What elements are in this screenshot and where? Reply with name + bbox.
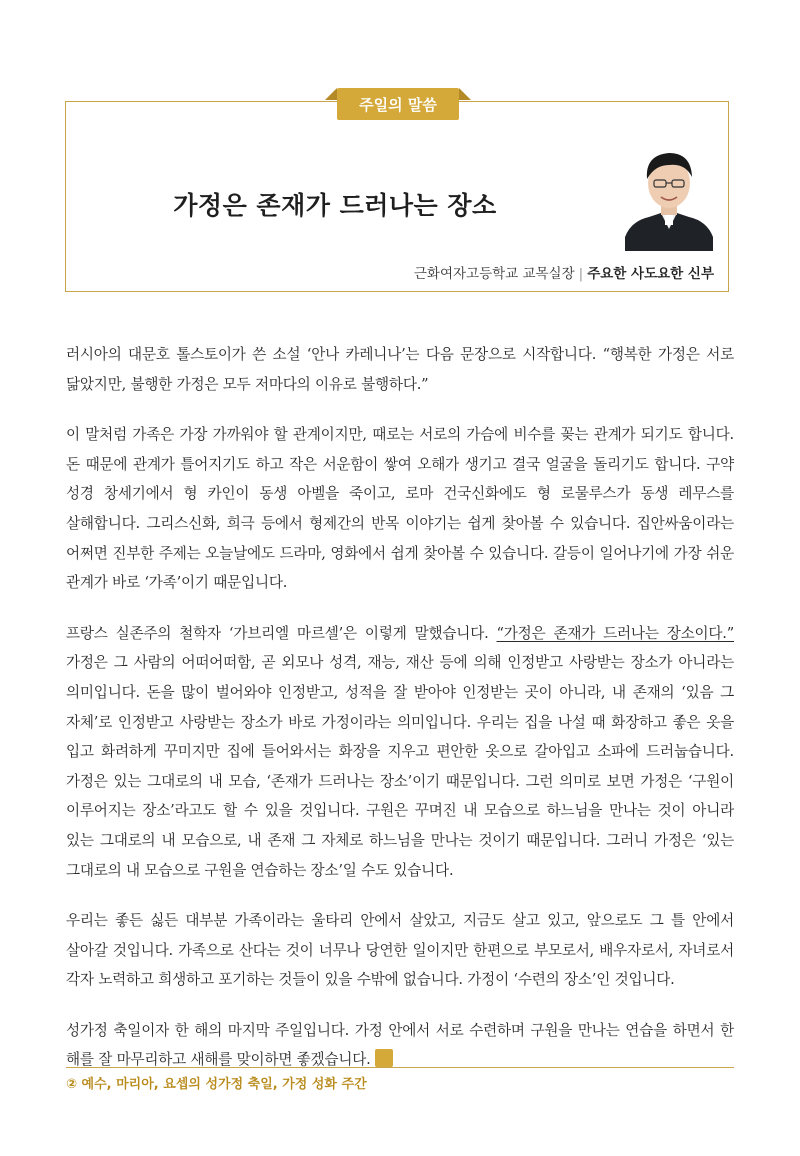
badge-fold-right	[459, 88, 471, 100]
author-byline	[414, 262, 714, 282]
end-mark-icon	[375, 1049, 393, 1067]
section-badge: 주일의 말씀	[337, 88, 459, 120]
page-footer: ② 예수, 마리아, 요셉의 성가정 축일, 가정 성화 주간	[66, 1077, 367, 1092]
paragraph-1: 러시아의 대문호 톨스토이가 쓴 소설 ‘안나 카레니나’는 다음 문장으로 시작합니다. “행복한 가정은 서로 닮았지만, 불행한 가정은 모두 저마다의 이유로 불행하다.”	[66, 346, 734, 393]
paragraph-3-intro: 프랑스 실존주의 철학자 ‘가브리엘 마르셀’은 이렇게 말했습니다.	[66, 624, 497, 642]
author-affiliation: 근화여자고등학교 교목실장	[413, 266, 575, 282]
badge-fold-left	[325, 88, 337, 100]
paragraph-5-text: 성가정 축일이자 한 해의 마지막 주일입니다. 가정 안에서 서로 수련하며 구원을 만나는 연습을 하면서 한 해를 잘 마무리하고 새해를 맞이하면 좋겠습니다.	[66, 1021, 734, 1069]
footer-divider	[66, 1067, 734, 1068]
marcel-quote: “가정은 존재가 드러나는 장소이다.”	[496, 624, 734, 642]
paragraph-3	[66, 619, 734, 885]
paragraph-3-body: 가정은 그 사람의 어떠어떠함, 곧 외모나 성격, 재능, 재산 등에 의해 인정받고 사랑받는 장소가 아니라는 의미입니다. 돈을 많이 벌어와야 인정받고, 성적을 잘 받아야 인정받는 곳이 아니라, 내 존재의 ‘있음 그 자체’로 인정받고 사랑받는 장소가 바로 가정이라는 의미입니다. 우리는 집을 나설 때 화장하고 좋은 옷을 입고 화려하게 꾸미지만 집에 들어와서는 화장을 지우고 편안한 옷으로 갈아입고 소파에 드러눕습니다. 가정은 있는 그대로의 내 모습, ‘존재가 드러나는 장소’이기 때문입니다. 그런 의미로 보면 가정은 ‘구원이 이루어지는 장소’라고도 할 수 있을 것입니다. 구원은 꾸며진 내 모습으로 하느님을 만나는 것이 아니라 있는 그대로의 내 모습으로, 내 존재 그 자체로 하느님을 만나는 것이기 때문입니다. 그러니 가정은 ‘있는 그대로의 내 모습으로 구원을 연습하는 장소’일 수도 있습니다.	[66, 654, 734, 879]
article-body	[66, 340, 734, 1096]
paragraph-4: 우리는 좋든 싫든 대부분 가족이라는 울타리 안에서 살았고, 지금도 살고 있고, 앞으로도 그 틀 안에서 살아갈 것입니다. 가족으로 산다는 것이 너무나 당연한 일이지만 한편으로 부모로서, 배우자로서, 자녀로서 각자 노력하고 희생하고 포기하는 것들이 있을 수밖에 없습니다. 가정이 ‘수련의 장소’인 것입니다.	[66, 912, 734, 989]
author-name: 주요한 사도요한 신부	[587, 266, 714, 282]
paragraph-2: 이 말처럼 가족은 가장 가까워야 할 관계이지만, 때로는 서로의 가슴에 비수를 꽂는 관계가 되기도 합니다. 돈 때문에 관계가 틀어지기도 하고 작은 서운함이 쌓여 오해가 생기고 결국 얼굴을 돌리기도 합니다. 구약 성경 창세기에서 형 카인이 동생 아벨을 죽이고, 로마 건국신화에도 형 로물루스가 동생 레무스를 살해합니다. 그리스신화, 희극 등에서 형제간의 반목 이야기는 쉽게 찾아볼 수 있습니다. 집안싸움이라는 어쩌면 진부한 주제는 오늘날에도 드라마, 영화에서 쉽게 찾아볼 수 있습니다. 갈등이 일어나기에 가장 쉬운 관계가 바로 ‘가족’이기 때문입니다.	[66, 426, 734, 592]
author-photo	[625, 145, 713, 251]
byline-separator: |	[578, 266, 584, 282]
page-title: 가정은 존재가 드러나는 장소	[173, 191, 497, 220]
